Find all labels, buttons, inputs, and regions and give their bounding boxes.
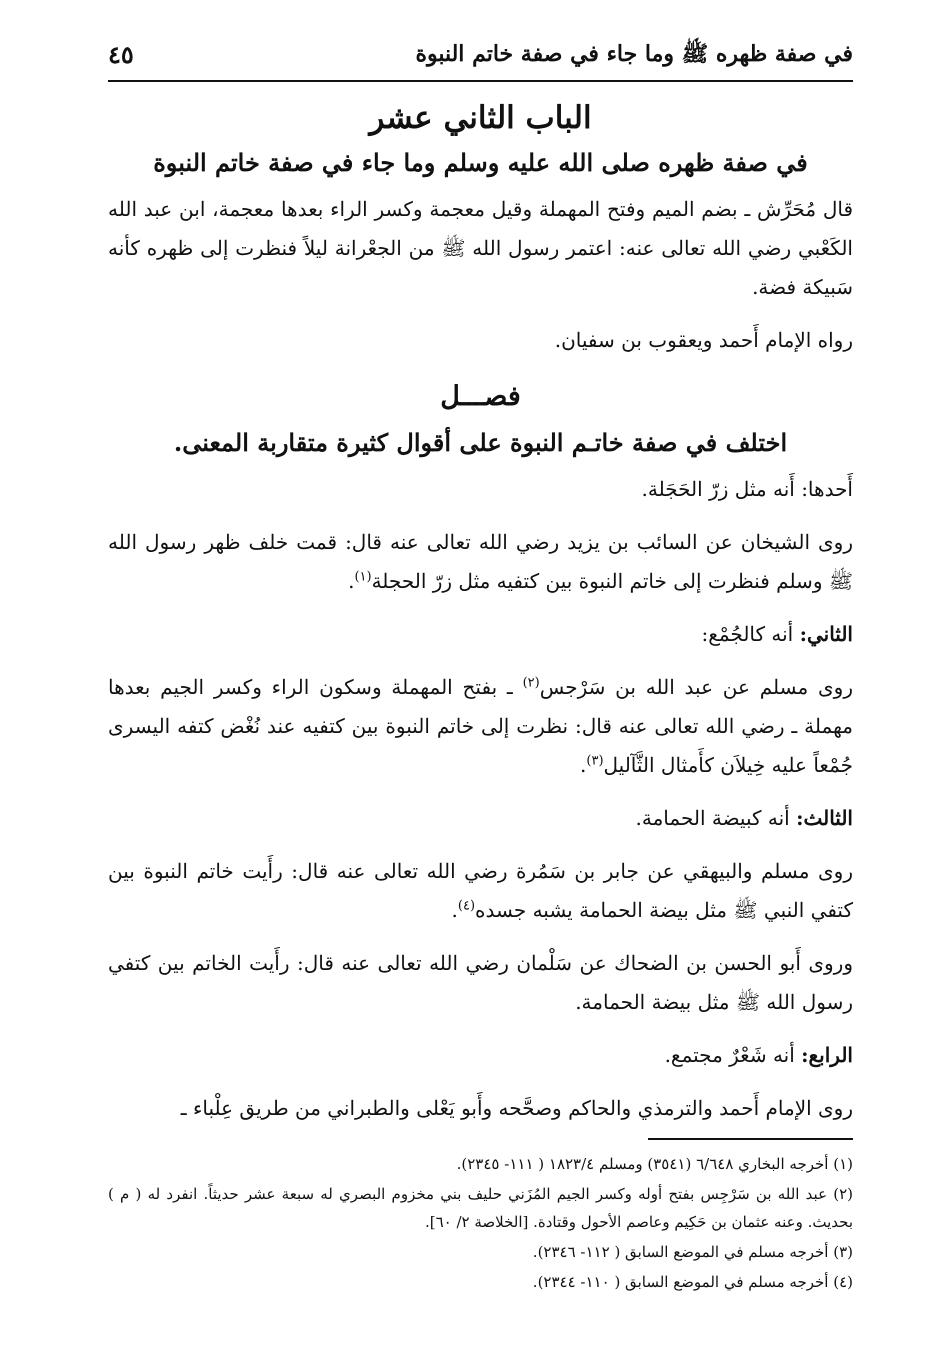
third-narration-text: روى مسلم والبيهقي عن جابر بن سَمُرة رضي الله تعالى عنه قال: رأَيت خاتم النبوة بين كتفي النبي ﷺ مثل بيضة الحمامة يشبه جسده: [108, 859, 853, 922]
second-narration-start: روى مسلم عن عبد الله بن سَرْجس: [539, 675, 853, 699]
narration-note: رواه الإمام أَحمد ويعقوب بن سفيان.: [554, 328, 853, 352]
footnote-marker-2[interactable]: (٢): [522, 675, 540, 691]
fourth-narration: روى الإمام أَحمد والترمذي والحاكم وصحَّحه وأَبو يَعْلى والطبراني من طريق عِلْباء ـ: [180, 1096, 853, 1120]
running-header: [108, 34, 853, 78]
second-opinion-text: أنه كالجُمْع:: [701, 622, 800, 646]
footnote-marker-4[interactable]: (٤): [457, 898, 476, 914]
footnote-1: (١) أخرجه البخاري ٦/٦٤٨ (٣٥٤١) ومسلم ١٨٢٣/٤ ( ١١١- ٢٣٤٥).: [456, 1155, 853, 1173]
footnote-4: (٤) أخرجه مسلم في الموضع السابق ( ١١٠- ٢٣٤٤).: [532, 1273, 853, 1291]
fourth-opinion: [108, 1036, 853, 1075]
third-opinion: [108, 799, 853, 838]
second-narration: [108, 668, 853, 785]
chapter-subtitle: في صفة ظهره صلى الله عليه وسلم وما جاء في صفة خاتم النبوة: [153, 148, 808, 177]
second-opinion-label: الثاني:: [799, 622, 853, 646]
page-number: ٤٥: [108, 40, 134, 69]
second-narration-end: .: [580, 753, 587, 777]
third-narration: [108, 852, 853, 930]
first-opinion: أَحدها: أَنه مثل زرّ الحَجَلة.: [641, 477, 853, 501]
section-title: فصـــل: [440, 381, 521, 412]
third-opinion-text: أنه كبيضة الحمامة.: [635, 806, 797, 830]
footnotes: [108, 1150, 853, 1298]
main-text: [108, 88, 853, 1142]
third-narration-end: .: [451, 898, 458, 922]
third-opinion-label: الثالث:: [796, 806, 853, 830]
running-title: في صفة ظهره ﷺ وما جاء في صفة خاتم النبوة: [415, 41, 853, 67]
section-subtitle: اختلف في صفة خاتـم النبوة على أقوال كثيرة متقاربة المعنى.: [173, 428, 788, 457]
footnote-marker-3[interactable]: (٣): [586, 753, 604, 769]
footnote-rule: [648, 1138, 853, 1140]
second-narration-body: ـ بفتح المهملة وسكون الراء وكسر الجيم بعدها مهملة ـ رضي الله تعالى عنه قال: نظرت إلى خاتم النبوة بين كتفيه عند نُغْض كتفه اليسرى جُمْعاً عليه خِيلاَن كأَمثال الثَّآليل: [108, 675, 853, 777]
footnote-2: (٢) عبد الله بن سَرْجِس بفتح أوله وكسر الجيم المُزَني حليف بني مخزوم البصري له سبعة عشر حديثاً. انفرد له ( م ) بحديث. وعنه عثمان بن حَكِيم وعاصم الأحول وقتادة. [الخلاصة ٢/ ٦٠].: [108, 1185, 853, 1231]
chapter-title: الباب الثاني عشر: [369, 100, 592, 136]
first-narration-text: روى الشيخان عن السائب بن يزيد رضي الله تعالى عنه قال: قمت خلف ظهر رسول الله ﷺ وسلم فنظرت إلى خاتم النبوة بين كتفيه مثل زرّ الحجلة: [108, 530, 853, 593]
intro-paragraph: قال مُحَرِّش ـ بضم الميم وفتح المهملة وقيل معجمة وكسر الراء بعدها معجمة، ابن عبد الله الكَعْبي رضي الله تعالى عنه: اعتمر رسول الله ﷺ من الجعْرانة ليلاً فنظرت إلى ظهره كأنه سَبيكة فضة.: [108, 197, 853, 299]
first-narration: [108, 523, 853, 601]
second-opinion: [108, 615, 853, 654]
fourth-opinion-label: الرابع:: [801, 1043, 853, 1067]
footnote-3: (٣) أخرجه مسلم في الموضع السابق ( ١١٢- ٢٣٤٦).: [532, 1243, 853, 1261]
header-rule: [108, 80, 853, 82]
first-narration-end: .: [348, 569, 355, 593]
fourth-opinion-text: أنه شَعْرٌ مجتمع.: [664, 1043, 802, 1067]
footnote-marker-1[interactable]: (١): [354, 569, 372, 585]
third-narration-second: وروى أَبو الحسن بن الضحاك عن سَلْمان رضي الله تعالى عنه قال: رأَيت الخاتم بين كتفي رسول الله ﷺ مثل بيضة الحمامة.: [108, 951, 853, 1014]
